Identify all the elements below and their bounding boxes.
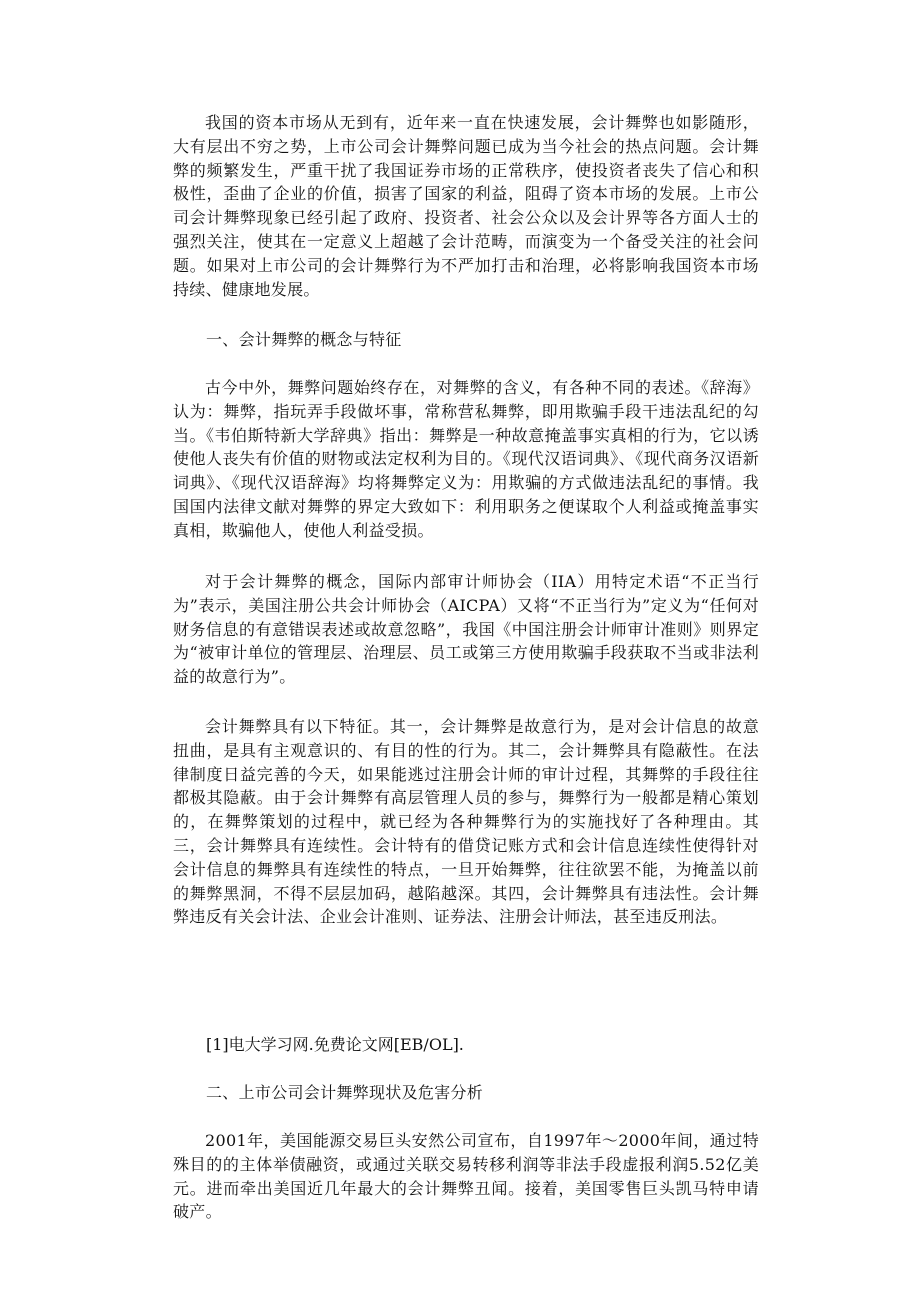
fraud-characteristics-paragraph: 会计舞弊具有以下特征。其一，会计舞弊是故意行为，是对会计信息的故意扭曲，是具有主观意识的、有目的性的行为。其二，会计舞弊具有隐蔽性。在法律制度日益完善的今天，如果能逃过注册会计师的审计过程，其舞弊的手段往往都极其隐蔽。由于会计舞弊有高层管理人员的参与，舞弊行为一般都是精心策划的，在舞弊策划的过程中，就已经为各种舞弊行为的实施找好了各种理由。其三，会计舞弊具有连续性。会计特有的借贷记账方式和会计信息连续性使得针对会计信息的舞弊具有连续性的特点，一旦开始舞弊，往往欲罢不能，为掩盖以前的舞弊黑洞，不得不层层加码，越陷越深。其四，会计舞弊具有违法性。会计舞弊违反有关会计法、企业会计准则、证券法、注册会计师法，甚至违反刑法。 [173, 717, 759, 927]
reference-citation: [1]电大学习网.免费论文网[EB/OL]. [206, 1035, 464, 1054]
intro-paragraph: 我国的资本市场从无到有，近年来一直在快速发展，会计舞弊也如影随形，大有层出不穷之势，上市公司会计舞弊问题已成为当今社会的热点问题。会计舞弊的频繁发生，严重干扰了我国证券市场的正常秩序，使投资者丧失了信心和积极性，歪曲了企业的价值，损害了国家的利益，阻碍了资本市场的发展。上市公司会计舞弊现象已经引起了政府、投资者、社会公众以及会计界等各方面人士的强烈关注，使其在一定意义上超越了会计范畴，而演变为一个备受关注的社会问题。如果对上市公司的会计舞弊行为不严加打击和治理，必将影响我国资本市场持续、健康地发展。 [173, 113, 759, 299]
section-heading-1: 一、会计舞弊的概念与特征 [206, 330, 402, 349]
enron-case-paragraph: 2001年，美国能源交易巨头安然公司宣布，自1997年～2000年间，通过特殊目的的主体举债融资，或通过关联交易转移利润等非法手段虚报利润5.52亿美元。进而牵出美国近几年最大的会计舞弊丑闻。接着，美国零售巨头凯马特申请破产。 [173, 1131, 759, 1222]
fraud-definition-paragraph: 古今中外，舞弊问题始终存在，对舞弊的含义，有各种不同的表述。《辞海》认为：舞弊，指玩弄手段做坏事，常称营私舞弊，即用欺骗手段干违法乱纪的勾当。《韦伯斯特新大学辞典》指出：舞弊是一种故意掩盖事实真相的行为，它以诱使他人丧失有价值的财物或法定权利为目的。《现代汉语词典》、《现代商务汉语新词典》、《现代汉语辞海》均将舞弊定义为：用欺骗的方式做违法乱纪的事情。我国国内法律文献对舞弊的界定大致如下：利用职务之便谋取个人利益或掩盖事实真相，欺骗他人，使他人利益受损。 [173, 378, 759, 540]
section-heading-2: 二、上市公司会计舞弊现状及危害分析 [206, 1083, 484, 1102]
fraud-concept-paragraph: 对于会计舞弊的概念，国际内部审计师协会（IIA）用特定术语“不正当行为”表示，美国注册公共会计师协会（AICPA）又将“不正当行为”定义为“任何对财务信息的有意错误表述或故意忽略”，我国《中国注册会计师审计准则》则界定为“被审计单位的管理层、治理层、员工或第三方使用欺骗手段获取不当或非法利益的故意行为”。 [173, 572, 759, 687]
